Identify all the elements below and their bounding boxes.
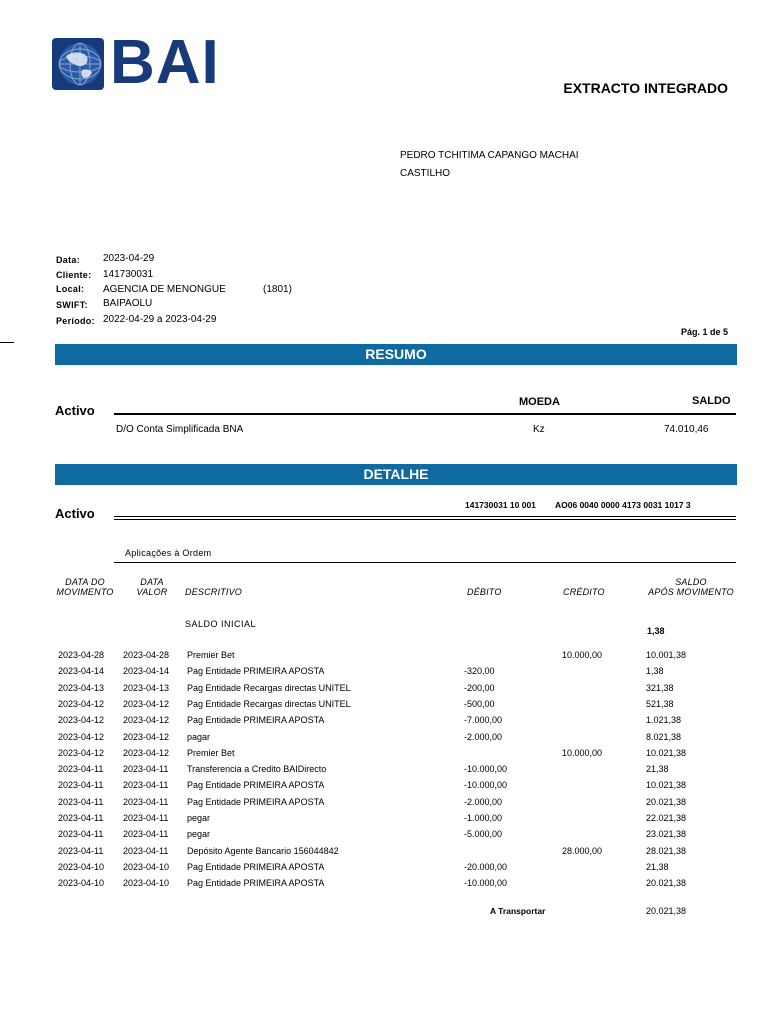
account-number: 141730031 10 001 [465, 500, 536, 510]
table-row [0, 715, 768, 731]
row-description: pagar [187, 731, 211, 742]
header-data-valor [127, 577, 177, 597]
resumo-balance: 74.010,46 [664, 424, 709, 435]
header-data-movimento-line2: MOVIMENTO [56, 587, 114, 597]
row-balance: 10.021,38 [646, 747, 687, 758]
header-saldo-line1: SALDO [675, 577, 707, 587]
table-row [0, 862, 768, 878]
row-description: Pag Entidade PRIMEIRA APOSTA [187, 780, 325, 791]
saldo-inicial-value: 1,38 [647, 626, 665, 636]
row-date-movimento: 2023-04-28 [58, 650, 105, 660]
customer-name-line2: CASTILHO [400, 168, 451, 179]
resumo-currency: Kz [533, 424, 545, 435]
row-description: Depósito Agente Bancario 156044842 [187, 845, 339, 856]
table-row [0, 797, 768, 813]
row-date-movimento: 2023-04-11 [58, 813, 104, 823]
page-number: Pág. 1 de 5 [680, 327, 728, 337]
row-date-valor: 2023-04-11 [123, 829, 169, 840]
table-row [0, 829, 768, 845]
table-row [0, 748, 768, 764]
row-description: Transferencia a Credito BAIDirecto [187, 764, 327, 775]
row-debit: -5.000,00 [464, 829, 503, 840]
row-credit: 10.000,00 [562, 747, 603, 758]
transport-value: 20.021,38 [646, 906, 687, 916]
header-saldo [640, 577, 742, 597]
row-date-movimento: 2023-04-10 [58, 878, 105, 889]
row-credit: 10.000,00 [562, 650, 603, 660]
detalhe-bar: DETALHE [55, 464, 737, 485]
header-data-valor-line2: VALOR [136, 587, 168, 597]
periodo-label: Período: [56, 316, 95, 326]
row-date-valor: 2023-04-11 [123, 780, 169, 791]
row-balance: 1.021,38 [646, 715, 682, 726]
row-balance: 20.021,38 [646, 796, 687, 807]
row-debit: -2.000,00 [464, 731, 503, 742]
row-date-valor: 2023-04-12 [123, 698, 170, 709]
detalhe-activo-label: Activo [55, 506, 95, 521]
row-balance: 521,38 [646, 698, 674, 709]
row-date-valor: 2023-04-11 [123, 764, 169, 775]
row-balance: 21,38 [646, 861, 669, 872]
table-row [0, 650, 768, 666]
row-date-valor: 2023-04-12 [123, 747, 170, 758]
row-debit: -10.000,00 [464, 780, 508, 791]
local-code: (1801) [263, 284, 292, 295]
table-row [0, 780, 768, 796]
row-balance: 21,38 [646, 764, 669, 775]
row-date-valor: 2023-04-12 [123, 731, 170, 742]
table-row [0, 813, 768, 829]
row-date-movimento: 2023-04-12 [58, 747, 105, 758]
row-date-movimento: 2023-04-12 [58, 698, 105, 709]
local-value: AGENCIA DE MENONGUE [103, 284, 226, 295]
row-description: Pag Entidade Recargas directas UNITEL [187, 682, 351, 693]
row-description: Pag Entidade PRIMEIRA APOSTA [187, 878, 325, 889]
row-debit: -200,00 [464, 682, 495, 693]
saldo-header: SALDO [692, 395, 731, 407]
row-date-movimento: 2023-04-11 [58, 845, 104, 856]
header-saldo-line2: APÓS MOVIMENTO [648, 587, 734, 597]
periodo-value: 2022-04-29 a 2023-04-29 [103, 314, 217, 325]
header-debito: DÉBITO [467, 587, 502, 597]
resumo-activo-label: Activo [55, 403, 95, 418]
row-date-movimento: 2023-04-10 [58, 861, 105, 872]
row-date-movimento: 2023-04-11 [58, 780, 104, 791]
resumo-bar: RESUMO [55, 344, 737, 365]
row-description: pegar [187, 813, 211, 823]
row-date-movimento: 2023-04-11 [58, 764, 104, 775]
row-balance: 321,38 [646, 682, 674, 693]
row-date-movimento: 2023-04-11 [58, 796, 104, 807]
row-balance: 23.021,38 [646, 829, 687, 840]
row-debit: -500,00 [464, 698, 495, 709]
row-date-valor: 2023-04-11 [123, 796, 169, 807]
table-row [0, 732, 768, 748]
table-row [0, 699, 768, 715]
row-description: pegar [187, 829, 211, 840]
row-balance: 10.001,38 [646, 650, 687, 660]
bai-logo [52, 28, 220, 97]
table-row [0, 764, 768, 780]
row-date-valor: 2023-04-10 [123, 861, 170, 872]
row-description: Pag Entidade PRIMEIRA APOSTA [187, 796, 325, 807]
row-date-valor: 2023-04-12 [123, 715, 170, 726]
table-row [0, 878, 768, 894]
row-debit: -7.000,00 [464, 715, 503, 726]
table-row [0, 846, 768, 862]
row-date-valor: 2023-04-14 [123, 666, 170, 677]
row-credit: 28.000,00 [562, 845, 603, 856]
local-label: Local: [56, 284, 85, 294]
row-date-movimento: 2023-04-13 [58, 682, 105, 693]
resumo-account-name: D/O Conta Simplificada BNA [116, 424, 244, 435]
row-debit: -1.000,00 [464, 813, 503, 823]
row-description: Premier Bet [187, 650, 235, 660]
margin-mark [0, 342, 14, 343]
row-description: Pag Entidade PRIMEIRA APOSTA [187, 861, 325, 872]
row-debit: -10.000,00 [464, 878, 508, 889]
row-date-movimento: 2023-04-14 [58, 666, 105, 677]
data-label: Data: [56, 255, 81, 265]
swift-label: SWIFT: [56, 300, 88, 310]
detalhe-divider-top [114, 516, 736, 517]
row-balance: 20.021,38 [646, 878, 687, 889]
row-description: Pag Entidade PRIMEIRA APOSTA [187, 666, 325, 677]
header-credito: CRÉDITO [563, 587, 605, 597]
row-debit: -20.000,00 [464, 861, 508, 872]
row-description: Pag Entidade Recargas directas UNITEL [187, 698, 351, 709]
row-debit: -10.000,00 [464, 764, 508, 775]
cliente-value: 141730031 [103, 269, 154, 280]
row-balance: 1,38 [646, 666, 664, 677]
row-date-valor: 2023-04-28 [123, 650, 170, 660]
header-data-movimento [50, 577, 120, 597]
cliente-label: Cliente: [56, 270, 92, 280]
transport-label: A Transportar [490, 906, 546, 916]
row-description: Pag Entidade PRIMEIRA APOSTA [187, 715, 325, 726]
row-date-movimento: 2023-04-11 [58, 829, 104, 840]
header-data-movimento-line1: DATA DO [65, 577, 105, 587]
row-balance: 22.021,38 [646, 813, 687, 823]
row-debit: -320,00 [464, 666, 495, 677]
row-balance: 8.021,38 [646, 731, 682, 742]
subsection-title: Aplicações à Ordem [125, 548, 212, 558]
globe-icon [52, 38, 104, 90]
brand-name: BAI [110, 28, 220, 97]
header-descritivo: DESCRITIVO [185, 587, 243, 597]
table-row [0, 683, 768, 699]
customer-name-line1: PEDRO TCHITIMA CAPANGO MACHAI [400, 150, 579, 161]
data-value: 2023-04-29 [103, 253, 155, 264]
transactions-table [0, 650, 768, 900]
row-description: Premier Bet [187, 747, 235, 758]
row-balance: 10.021,38 [646, 780, 687, 791]
row-date-valor: 2023-04-13 [123, 682, 170, 693]
row-date-valor: 2023-04-11 [123, 845, 169, 856]
detalhe-divider-bottom [114, 519, 736, 520]
swift-value: BAIPAOLU [103, 298, 153, 309]
iban: AO06 0040 0000 4173 0031 1017 3 [555, 500, 691, 510]
moeda-header: MOEDA [519, 396, 560, 408]
row-date-valor: 2023-04-11 [123, 813, 169, 823]
saldo-inicial-label: SALDO INICIAL [185, 619, 257, 629]
subsection-divider [114, 562, 736, 563]
row-date-valor: 2023-04-10 [123, 878, 170, 889]
header-data-valor-line1: DATA [140, 577, 164, 587]
document-title: EXTRACTO INTEGRADO [563, 80, 728, 96]
table-row [0, 666, 768, 682]
row-date-movimento: 2023-04-12 [58, 715, 105, 726]
row-balance: 28.021,38 [646, 845, 687, 856]
row-date-movimento: 2023-04-12 [58, 731, 105, 742]
resumo-divider [114, 413, 736, 415]
row-debit: -2.000,00 [464, 796, 503, 807]
